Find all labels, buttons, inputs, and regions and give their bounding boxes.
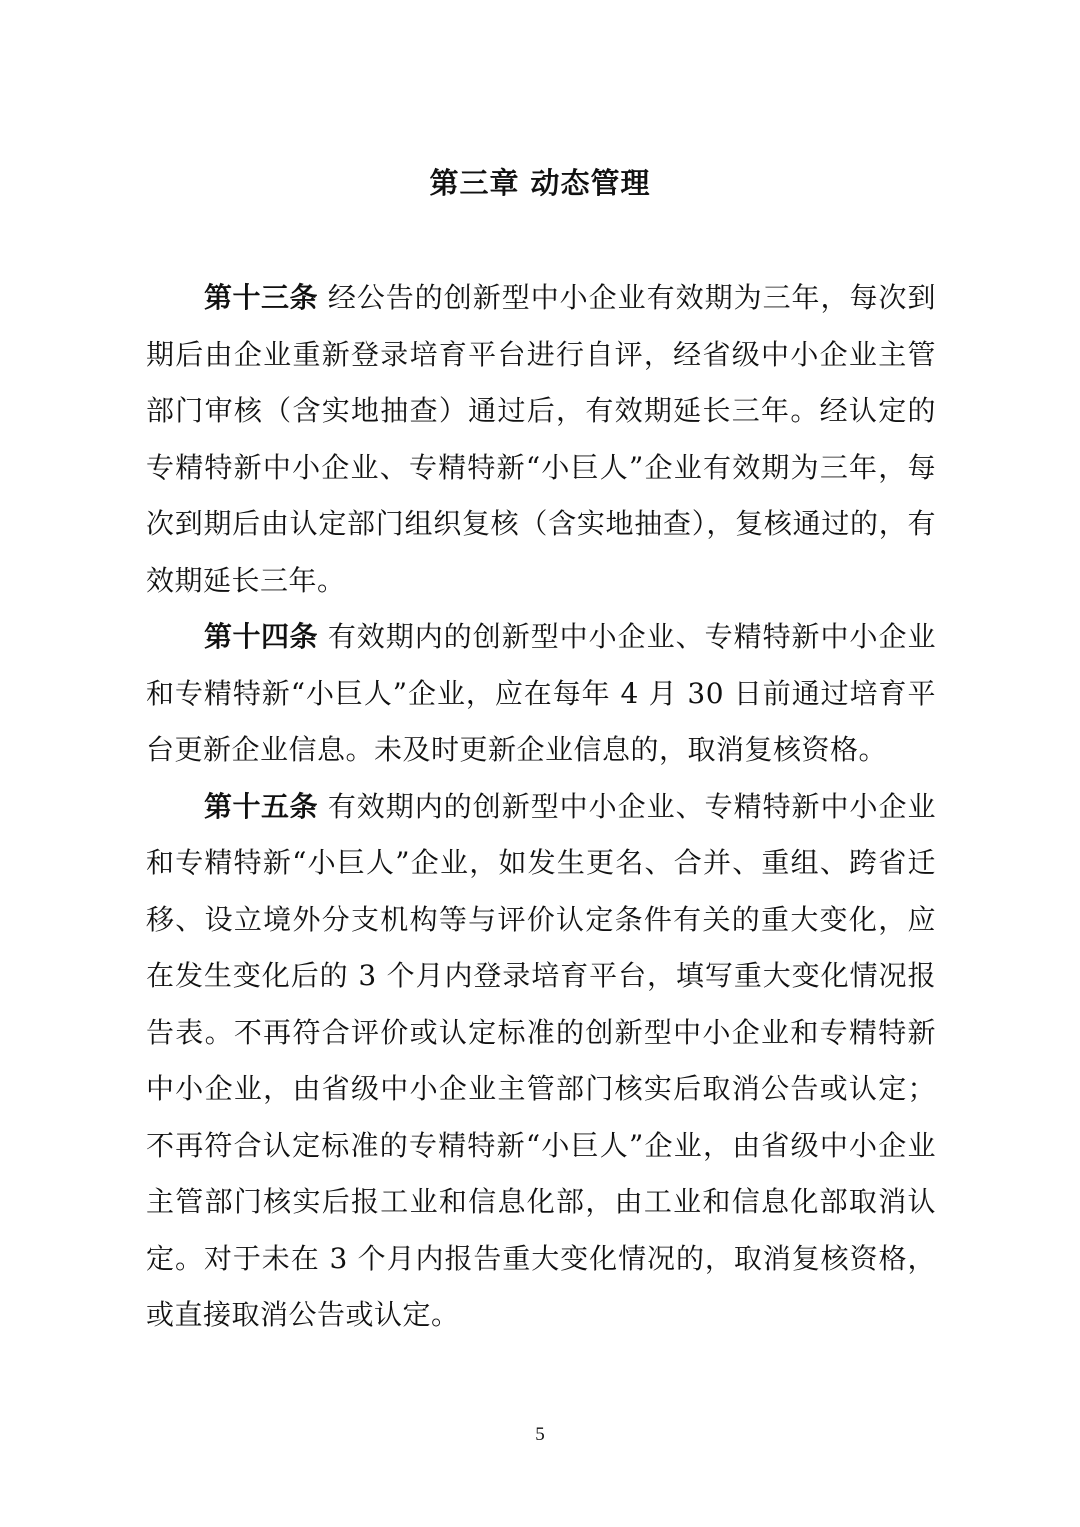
page-number: 5 — [535, 1424, 545, 1445]
article-heading: 第十五条 — [204, 789, 318, 823]
article-14 — [146, 609, 936, 779]
article-list — [146, 270, 936, 1344]
article-15 — [146, 779, 936, 1344]
article-body: 有效期内的创新型中小企业、专精特新中小企业和专精特新“小巨人”企业，应在每年 4 月 30 日前通过培育平台更新企业信息。未及时更新企业信息的，取消复核资格。 — [146, 620, 936, 766]
article-body: 有效期内的创新型中小企业、专精特新中小企业和专精特新“小巨人”企业，如发生更名、合并、重组、跨省迁移、设立境外分支机构等与评价认定条件有关的重大变化，应在发生变化后的 3 个月内登录培育平台，填写重大变化情况报告表。不再符合评价或认定标准的创新型中小企业和专精特新中小企业，由省级中小企业主管部门核实后取消公告或认定；不再符合认定标准的专精特新“小巨人”企业，由省级中小企业主管部门核实后报工业和信息化部，由工业和信息化部取消认定。对于未在 3 个月内报告重大变化情况的，取消复核资格，或直接取消公告或认定。 — [146, 789, 936, 1331]
article-body: 经公告的创新型中小企业有效期为三年，每次到期后由企业重新登录培育平台进行自评，经省级中小企业主管部门审核（含实地抽查）通过后，有效期延长三年。经认定的专精特新中小企业、专精特新“小巨人”企业有效期为三年，每次到期后由认定部门组织复核（含实地抽查），复核通过的，有效期延长三年。 — [146, 281, 936, 597]
article-heading: 第十四条 — [204, 620, 318, 653]
article-13 — [146, 270, 936, 609]
article-heading: 第十三条 — [204, 281, 318, 314]
chapter-title: 第三章 动态管理 — [429, 166, 651, 200]
